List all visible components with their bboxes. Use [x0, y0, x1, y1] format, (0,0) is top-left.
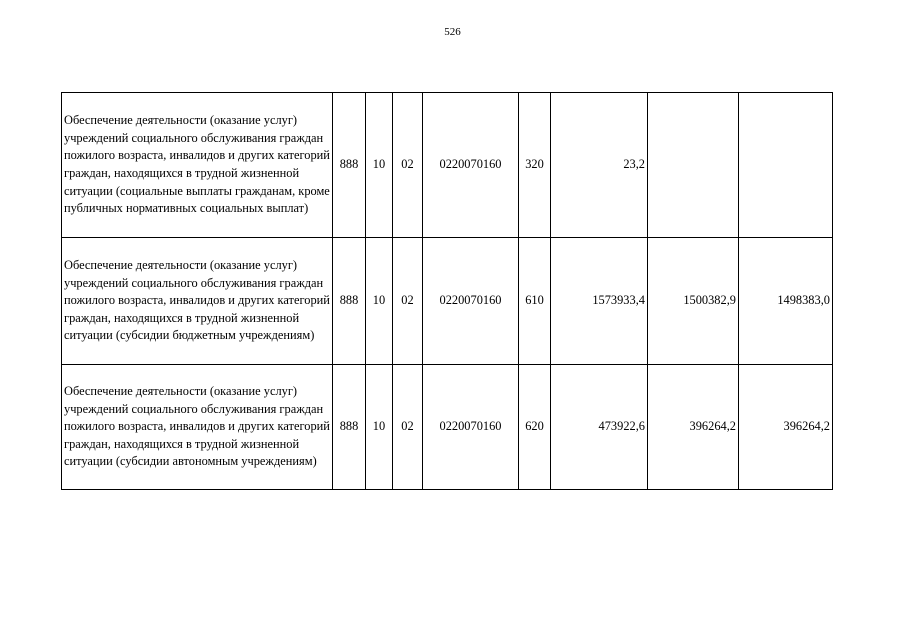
target-article-cell: 0220070160: [423, 93, 519, 238]
ministry-code-cell: 888: [333, 365, 366, 490]
amount-3-cell: 396264,2: [739, 365, 833, 490]
subsection-code-cell: 02: [393, 365, 423, 490]
ministry-code-cell: 888: [333, 93, 366, 238]
expense-type-cell: 610: [519, 238, 551, 365]
table-row: [62, 238, 833, 365]
section-code-cell: 10: [366, 238, 393, 365]
amount-2-cell: 396264,2: [648, 365, 739, 490]
subsection-code-cell: 02: [393, 238, 423, 365]
amount-2-cell: [648, 93, 739, 238]
amount-1-cell: 473922,6: [551, 365, 648, 490]
page-number: 526: [444, 26, 461, 38]
expense-type-cell: 620: [519, 365, 551, 490]
ministry-code-cell: 888: [333, 238, 366, 365]
expense-name-cell: Обеспечение деятельности (оказание услуг) учреждений социального обслуживания граждан пожилого возраста, инвалидов и других категорий граждан, находящихся в трудной жизненной ситуации (субсидии автономным учреждениям): [62, 365, 333, 490]
amount-3-cell: [739, 93, 833, 238]
expense-name-cell: Обеспечение деятельности (оказание услуг) учреждений социального обслуживания граждан пожилого возраста, инвалидов и других категорий граждан, находящихся в трудной жизненной ситуации (субсидии бюджетным учреждениям): [62, 238, 333, 365]
section-code-cell: 10: [366, 365, 393, 490]
table-row: [62, 93, 833, 238]
amount-1-cell: 23,2: [551, 93, 648, 238]
target-article-cell: 0220070160: [423, 365, 519, 490]
budget-table: [61, 92, 833, 490]
target-article-cell: 0220070160: [423, 238, 519, 365]
subsection-code-cell: 02: [393, 93, 423, 238]
amount-2-cell: 1500382,9: [648, 238, 739, 365]
section-code-cell: 10: [366, 93, 393, 238]
table-row: [62, 365, 833, 490]
amount-1-cell: 1573933,4: [551, 238, 648, 365]
amount-3-cell: 1498383,0: [739, 238, 833, 365]
expense-name-cell: Обеспечение деятельности (оказание услуг) учреждений социального обслуживания граждан пожилого возраста, инвалидов и других категорий граждан, находящихся в трудной жизненной ситуации (социальные выплаты гражданам, кроме публичных нормативных социальных выплат): [62, 93, 333, 238]
expense-type-cell: 320: [519, 93, 551, 238]
